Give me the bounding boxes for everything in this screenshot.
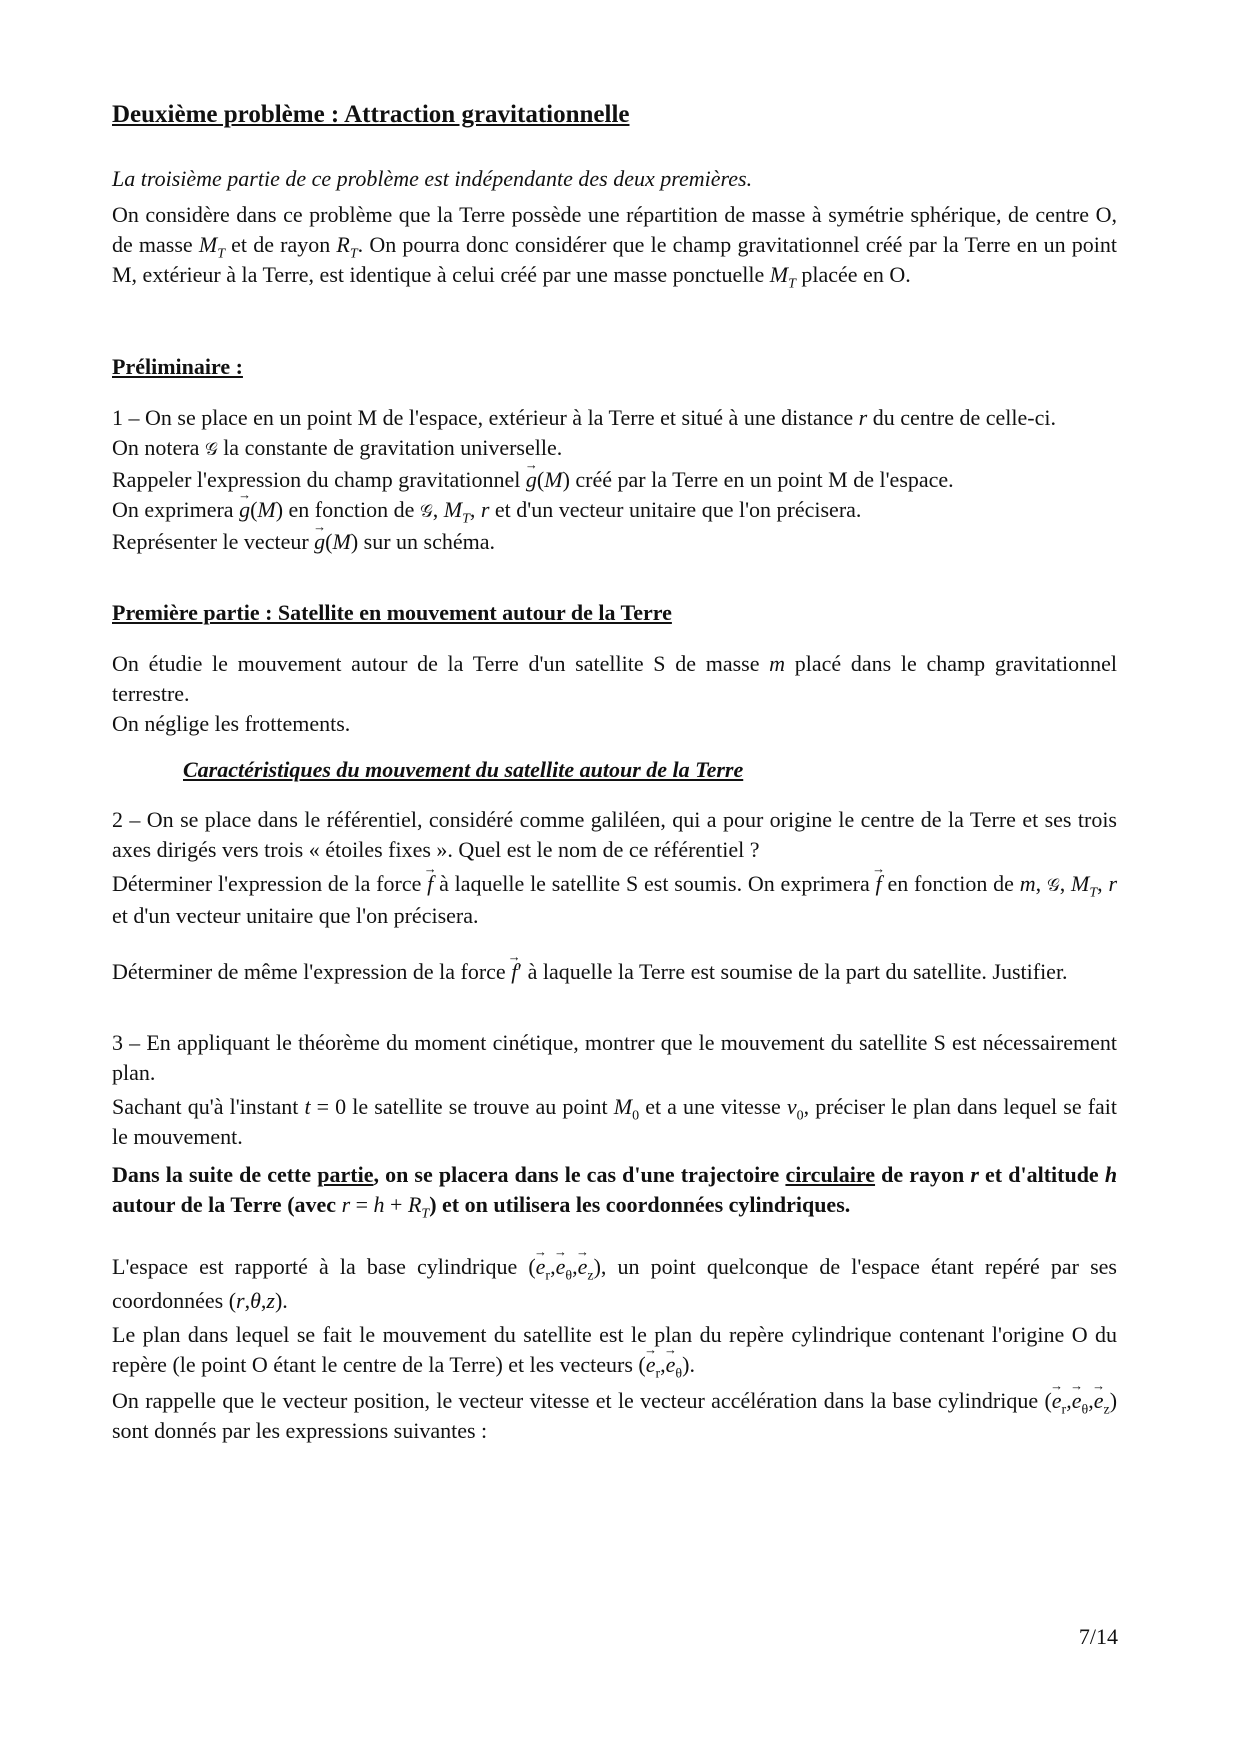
cylindrical-base: L'espace est rapporté à la base cylindrique (→ $e_r,\to e_\theta,\to e_z$), un point quelconque de l'espace étant repéré par ses coordonnées (r,θ,z). Le plan dans lequel se fait le mouvement du satellite est le plan du repère cylindrique contenant l'origine O du repère (le point O étant le centre de la Terre) et les vecteurs (→ $e_r,\to e_\theta$). On rappelle que le vecteur position, le vecteur vitesse et le vecteur accélération dans la base cylindrique (→ $e_r,\to e_\theta,\to e_z$) sont donnés par les expressions suivantes : xyxy=(112,1250,1117,1446)
question-1: 1 – On se place en un point M de l'espace, extérieur à la Terre et situé à une distance r du centre de celle-ci. On notera 𝒢 la constante de gravitation universelle. Rappeler l'expression du champ gravitationnel → g(M) créé par la Terre en un point M de l'espace. On exprimera → g(M) en fonction de 𝒢, $M_T$, r et d'un vecteur unitaire que l'on précisera. Représenter le vecteur → g(M) sur un schéma. xyxy=(112,403,1117,557)
question-2: 2 – On se place dans le référentiel, considéré comme galiléen, qui a pour origine le centre de la Terre et ses trois axes dirigés vers trois « étoiles fixes ». Quel est le nom de ce référentiel ? Déterminer l'expression de la force → f à laquelle le satellite S est soumis. On exprimera → f en fonction de m, 𝒢, $M_T$, r et d'un vecteur unitaire que l'on précisera. Déterminer de même l'expression de la force → f′ à laquelle la Terre est soumise de la part du satellite. Justifier. xyxy=(112,805,1117,987)
partie1-intro: On étudie le mouvement autour de la Terre d'un satellite S de masse m placé dans le champ gravitationnel terrestre. On néglige les frottements. xyxy=(112,651,1118,736)
context-paragraph: On considère dans ce problème que la Terre possède une répartition de masse à symétrie sphérique, de centre O, de masse $M_T$ et de rayon $R_T$. On pourra donc considérer que le champ gravitationnel créé par la Terre en un point M, extérieur à la Terre, est identique à celui créé par une masse ponctuelle $M_T$ placée en O. xyxy=(112,202,1118,292)
partie1-heading: Première partie : Satellite en mouvement autour de la Terre xyxy=(112,600,672,625)
intro-note: La troisième partie de ce problème est indépendante des deux premières. xyxy=(112,166,753,191)
page-number: 7/14 xyxy=(1078,1624,1118,1649)
question-3: 3 – En appliquant le théorème du moment cinétique, montrer que le mouvement du satellite S est nécessairement plan. Sachant qu'à l'instant t = 0 le satellite se trouve au point $M_0$ et a une vitesse $v_0$, préciser le plan dans lequel se fait le mouvement. xyxy=(112,1030,1118,1149)
partie1-subheading: Caractéristiques du mouvement du satellite autour de la Terre xyxy=(183,757,744,782)
page-title: Deuxième problème : Attraction gravitationnelle xyxy=(112,101,630,128)
preliminaire-heading: Préliminaire : xyxy=(112,354,243,379)
circular-assumption: Dans la suite de cette partie, on se placera dans le cas d'une trajectoire circulaire de rayon r et d'altitude h autour de la Terre (avec $r = h + R_T$) et on utilisera les coordonnées cylindriques. xyxy=(112,1162,1118,1222)
